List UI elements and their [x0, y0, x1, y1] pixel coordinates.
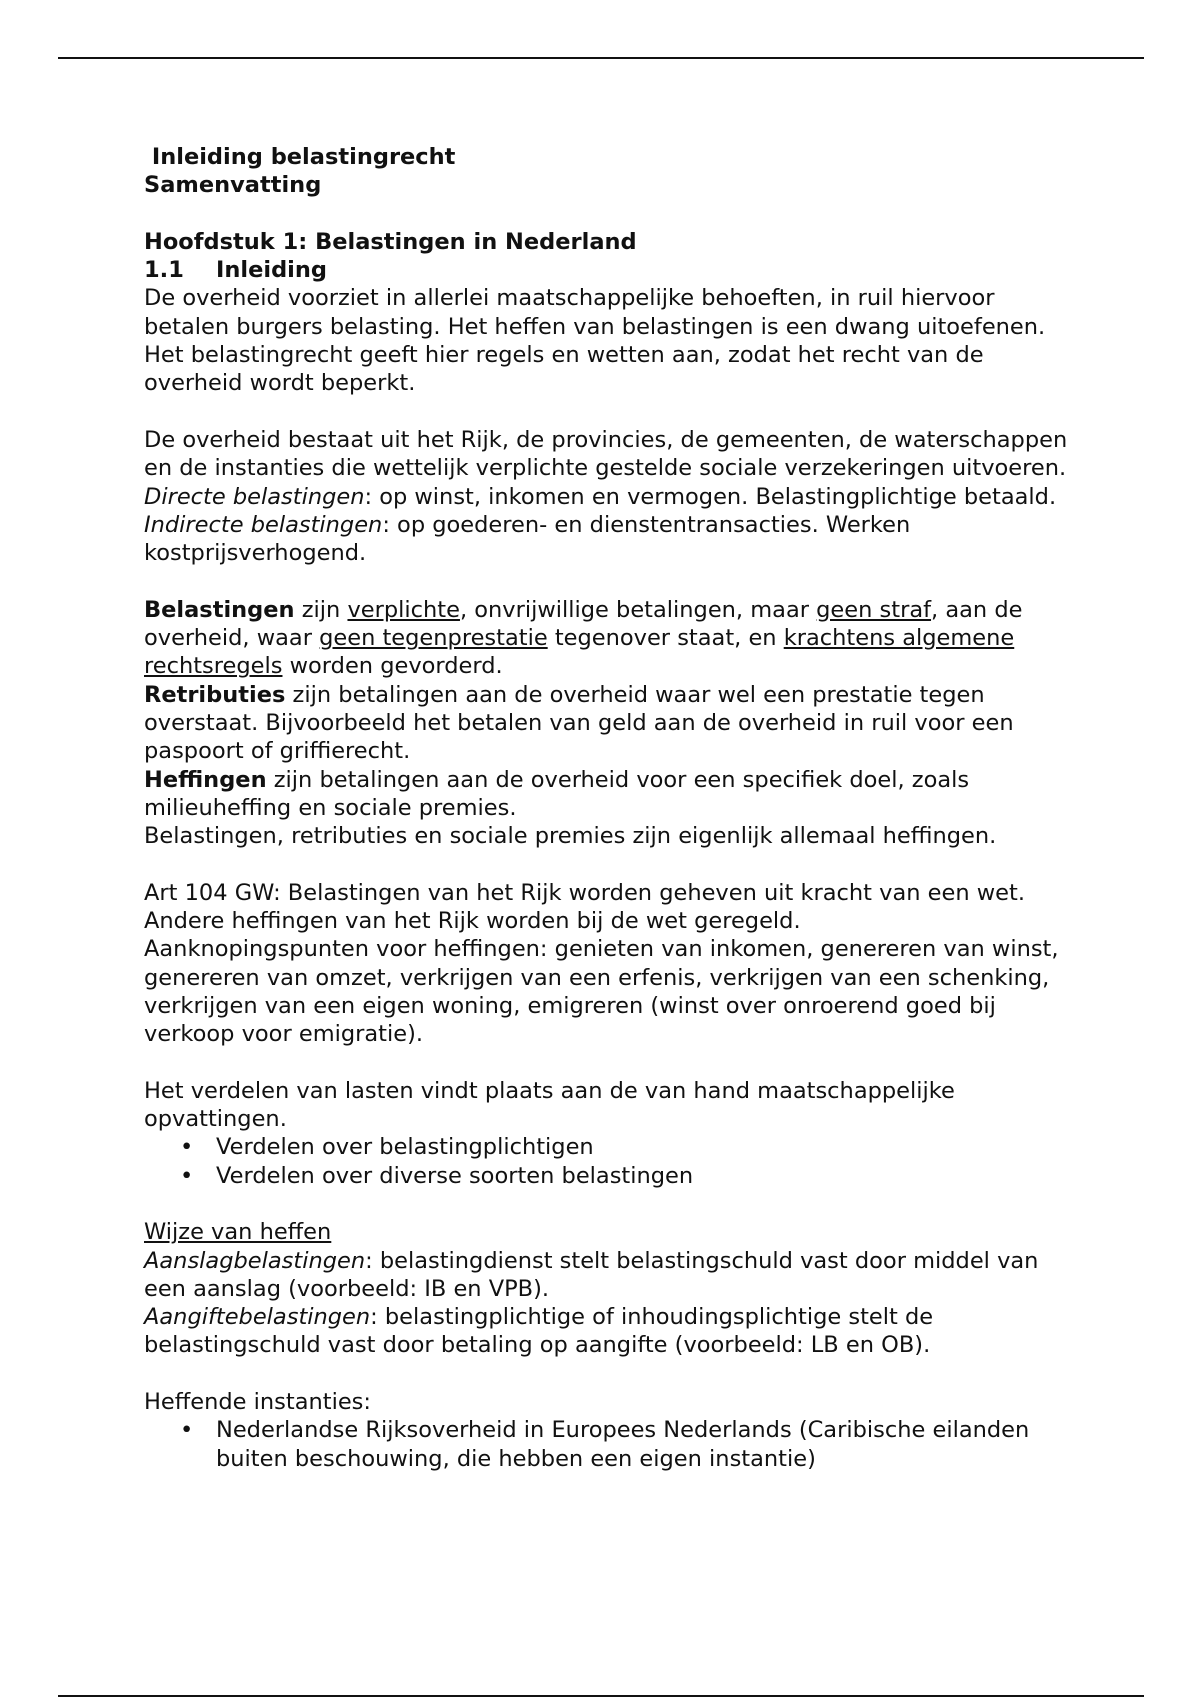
- lasten-intro: Het verdelen van lasten vindt plaats aan de van hand maatschappelijke opvattingen.: [144, 1077, 955, 1133]
- belastingen-text-5: worden gevorderd.: [282, 653, 503, 680]
- bullet-icon: •: [180, 1134, 194, 1161]
- indirect-belastingen-term: Indirecte belastingen: [144, 511, 383, 538]
- aangiftebelastingen-definition: [144, 1303, 1084, 1360]
- direct-belastingen-term: Directe belastingen: [144, 483, 365, 510]
- aangiftebelastingen-term: Aangiftebelastingen: [144, 1304, 371, 1331]
- aangiftebelastingen-text: : belastingplichtige of inhoudingsplichtige stelt de belastingschuld vast door betaling op aangifte (voorbeeld: LB en OB).: [144, 1304, 934, 1359]
- section-number: 1.1: [144, 257, 184, 284]
- art104-paragraph: Art 104 GW: Belastingen van het Rijk worden geheven uit kracht van een wet. Andere heffingen van het Rijk worden bij de wet geregeld.: [144, 879, 1025, 935]
- belastingen-definition: [144, 596, 1084, 681]
- spacer: [144, 1190, 1084, 1218]
- heffingen-definition: [144, 766, 1084, 823]
- heffingen-summary: Belastingen, retributies en sociale premies zijn eigenlijk allemaal heffingen.: [144, 823, 997, 850]
- spacer: [144, 1049, 1084, 1077]
- section-heading: [144, 256, 1084, 284]
- wijze-van-heffen-heading: Wijze van heffen: [144, 1219, 332, 1246]
- belastingen-underline-4: krachtens algemene rechtsregels: [144, 625, 1015, 680]
- list-item: [144, 1162, 1084, 1190]
- list-item-text: Verdelen over diverse soorten belastingen: [216, 1162, 694, 1189]
- document-subtitle: Samenvatting: [144, 172, 322, 199]
- intro-paragraph-2: De overheid bestaat uit het Rijk, de provincies, de gemeenten, de waterschappen en de instanties die wettelijk verplichte gestelde sociale verzekeringen uitvoeren.: [144, 426, 1068, 482]
- chapter-heading: Hoofdstuk 1: Belastingen in Nederland: [144, 228, 637, 255]
- heffende-instanties-intro: Heffende instanties:: [144, 1389, 371, 1416]
- retributies-text: zijn betalingen aan de overheid waar wel een prestatie tegen overstaat. Bijvoorbeeld het betalen van geld aan de overheid in ruil voor een paspoort of griffierecht.: [144, 681, 1014, 765]
- bullet-icon: •: [180, 1162, 194, 1189]
- belastingen-text-3: , aan de overheid, waar: [144, 596, 1023, 652]
- document-title: [144, 143, 1084, 171]
- spacer: [144, 1360, 1084, 1388]
- indirect-belastingen-text: : op goederen- en dienstentransacties. Werken kostprijsverhogend.: [144, 511, 911, 567]
- list-item: [144, 1416, 1084, 1473]
- aanslagbelastingen-term: Aanslagbelastingen: [144, 1247, 366, 1274]
- spacer: [144, 567, 1084, 595]
- belastingen-underline-2: geen straf: [816, 596, 932, 623]
- belastingen-text-2: , onvrijwillige betalingen, maar: [459, 596, 817, 623]
- belastingen-text-4: tegenover staat, en: [547, 625, 784, 652]
- spacer: [144, 850, 1084, 878]
- retributies-term: Retributies: [144, 681, 286, 708]
- belastingen-underline-3: geen tegenprestatie: [319, 625, 548, 652]
- title-line-1: Inleiding belastingrecht: [151, 144, 456, 170]
- lasten-bullet-list: [144, 1133, 1084, 1190]
- section-title: Inleiding: [216, 257, 328, 284]
- direct-belastingen-definition: [144, 483, 1084, 511]
- aanknopingspunten-paragraph: Aanknopingspunten voor heffingen: genieten van inkomen, genereren van winst, genereren van omzet, verkrijgen van een erfenis, verkrijgen van een schenking, verkrijgen van een eigen woning, emigreren (winst over onroerend goed bij verkoop voor emigratie).: [144, 936, 1059, 1048]
- footer-rule: [58, 1695, 1144, 1697]
- list-item-text: Nederlandse Rijksoverheid in Europees Nederlands (Caribische eilanden buiten beschouwing, die hebben een eigen instantie): [216, 1417, 1030, 1472]
- header-rule: [58, 57, 1144, 59]
- aanslagbelastingen-text: : belastingdienst stelt belastingschuld vast door middel van een aanslag (voorbeeld: IB en VPB).: [144, 1247, 1039, 1302]
- direct-belastingen-text: : op winst, inkomen en vermogen. Belastingplichtige betaald.: [364, 483, 1057, 510]
- belastingen-underline-1: verplichte: [347, 596, 460, 623]
- list-item: [144, 1133, 1084, 1161]
- belastingen-text-1: zijn: [294, 596, 348, 623]
- retributies-definition: [144, 681, 1084, 766]
- list-item-text: Verdelen over belastingplichtigen: [216, 1134, 594, 1161]
- instanties-bullet-list: [144, 1416, 1084, 1473]
- bullet-icon: •: [180, 1417, 194, 1444]
- belastingen-term: Belastingen: [144, 596, 295, 623]
- heffingen-text: zijn betalingen aan de overheid voor een specifiek doel, zoals milieuheffing en sociale premies.: [144, 766, 970, 821]
- spacer: [144, 200, 1084, 228]
- spacer: [144, 398, 1084, 426]
- aanslagbelastingen-definition: [144, 1247, 1084, 1304]
- heffingen-term: Heffingen: [144, 766, 267, 793]
- intro-paragraph-1: De overheid voorziet in allerlei maatschappelijke behoeften, in ruil hiervoor betalen burgers belasting. Het heffen van belastingen is een dwang uitoefenen. Het belastingrecht geeft hier regels en wetten aan, zodat het recht van de overheid wordt beperkt.: [144, 285, 1046, 397]
- indirect-belastingen-definition: [144, 511, 1084, 568]
- document-body: [144, 143, 1084, 1473]
